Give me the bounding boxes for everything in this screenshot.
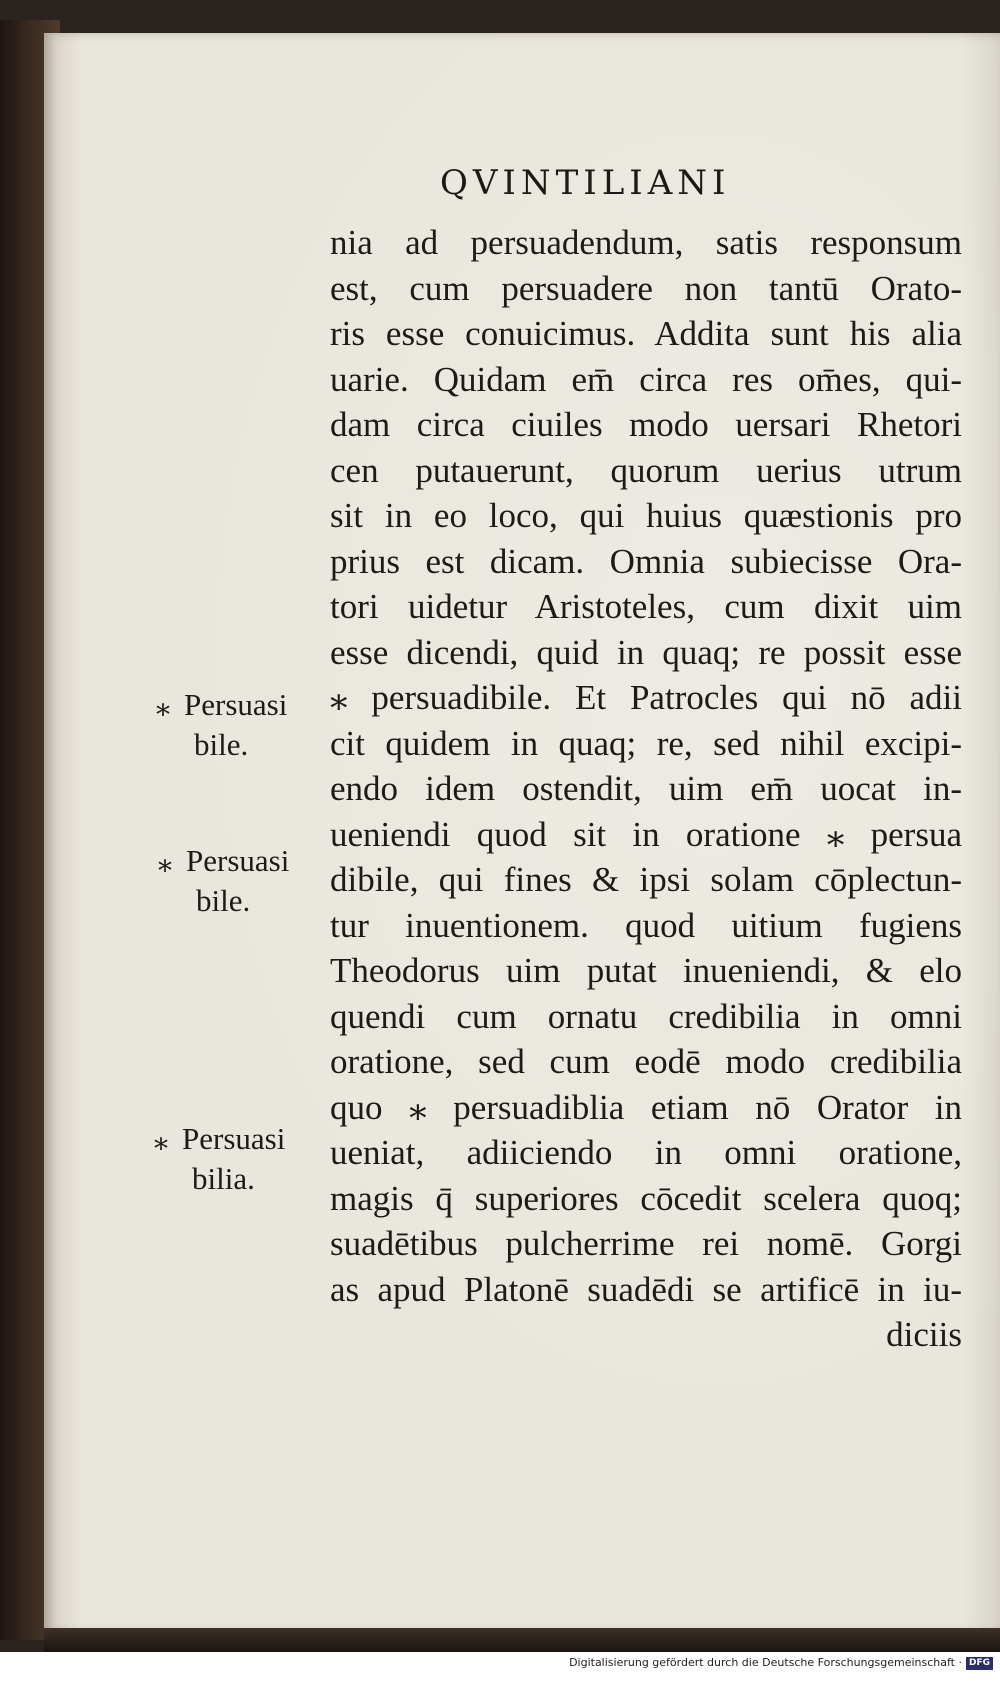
text-line: sit in eo loco, qui huius quæstionis pro	[330, 496, 962, 535]
margin-note-line: bile.	[194, 727, 249, 762]
credit-text: Digitalisierung gefördert durch die Deutsche Forschungsgemeinschaft ·	[569, 1656, 962, 1669]
text-line: esse dicendi, quid in quaq; re possit esse	[330, 632, 962, 672]
text-line: dam circa ciuiles modo uersari Rhetori	[330, 405, 962, 444]
margin-note	[158, 842, 289, 920]
text-line: endo idem ostendit, uim em̄ uocat in-	[330, 769, 962, 808]
catchword: diciis	[886, 1315, 962, 1354]
margin-note-line: bilia.	[192, 1161, 255, 1196]
asterisk-icon: ⁎	[158, 847, 172, 878]
margin-note	[156, 686, 287, 764]
margin-note-line: Persuasi	[184, 687, 288, 722]
digitization-credit	[0, 1656, 993, 1670]
margin-note	[154, 1120, 285, 1198]
text-line: est, cum persuadere non tantū Orato-	[330, 268, 962, 308]
margin-note-line: Persuasi	[186, 843, 290, 878]
text-line: tur inuentionem. quod uitium fugiens	[330, 905, 962, 945]
text-line: ⁎ persuadibile. Et Patrocles qui nō adii	[330, 678, 962, 717]
margin-note-line: Persuasi	[182, 1121, 286, 1156]
text-line: as apud Platonē suadēdi se artificē in iu-	[330, 1269, 962, 1309]
text-line: magis q̄ superiores cōcedit scelera quoq;	[330, 1178, 962, 1218]
text-line: oratione, sed cum eodē modo credibilia	[330, 1042, 962, 1081]
text-line: cen putauerunt, quorum uerius utrum	[330, 450, 962, 490]
text-line: quo ⁎ persuadiblia etiam nō Orator in	[330, 1087, 962, 1127]
running-header: QVINTILIANI	[440, 163, 731, 203]
body-text	[330, 220, 962, 1358]
text-line: Theodorus uim putat inueniendi, & elo	[330, 951, 962, 990]
page-bottom-shadow	[44, 1628, 1000, 1652]
asterisk-icon: ⁎	[154, 1125, 168, 1156]
text-line: quendi cum ornatu credibilia in omni	[330, 996, 962, 1036]
text-line: suadētibus pulcherrime rei nomē. Gorgi	[330, 1224, 962, 1263]
margin-note-line: bile.	[196, 883, 251, 918]
text-line: nia ad persuadendum, satis responsum	[330, 223, 962, 262]
text-line: cit quidem in quaq; re, sed nihil excipi-	[330, 723, 962, 763]
text-line: ueniat, adiiciendo in omni oratione,	[330, 1133, 962, 1172]
text-line: ueniendi quod sit in oratione ⁎ persua	[330, 814, 962, 854]
asterisk-icon: ⁎	[156, 691, 170, 722]
text-line: ris esse conuicimus. Addita sunt his alia	[330, 314, 962, 353]
text-line: uarie. Quidam em̄ circa res om̄es, qui-	[330, 359, 962, 399]
text-line: tori uidetur Aristoteles, cum dixit uim	[330, 587, 962, 626]
text-line: prius est dicam. Omnia subiecisse Ora-	[330, 541, 962, 581]
dfg-logo: DFG	[966, 1657, 993, 1670]
text-line: dibile, qui fines & ipsi solam cōplectun-	[330, 860, 962, 899]
